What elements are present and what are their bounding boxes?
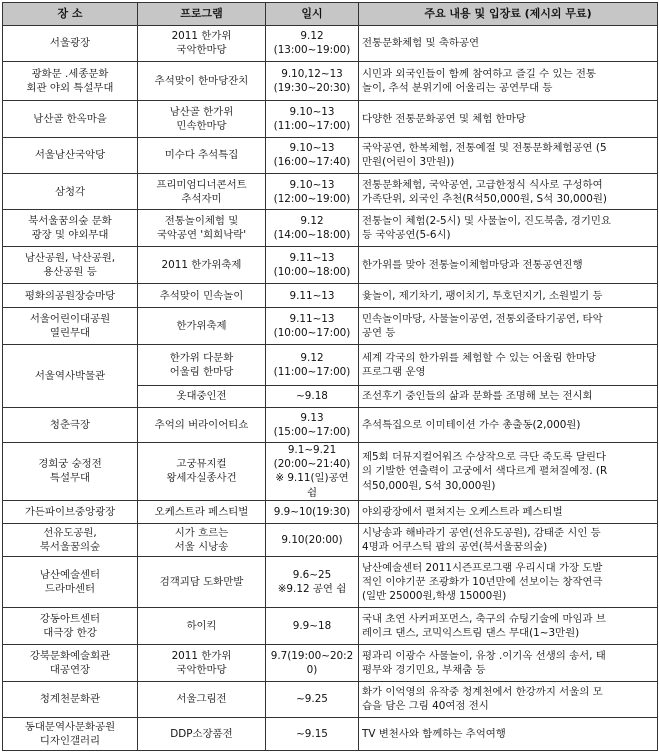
content-cell-line: 윷놀이, 제기차기, 팽이치기, 투호던지기, 소원빌기 등 bbox=[362, 289, 603, 302]
table-row bbox=[3, 557, 658, 608]
table-row bbox=[3, 408, 658, 443]
content-cell bbox=[359, 608, 658, 645]
table-row bbox=[3, 608, 658, 645]
program-cell bbox=[138, 385, 266, 407]
place-cell bbox=[3, 283, 138, 307]
time-cell bbox=[266, 557, 359, 608]
program-cell-line: 추석맞이 한마당잔치 bbox=[154, 75, 249, 88]
program-cell-line: 전통놀이체험 및 bbox=[164, 215, 239, 228]
time-cell bbox=[266, 442, 359, 500]
place-cell bbox=[3, 442, 138, 500]
program-cell-line: 왕세자실종사건 bbox=[166, 472, 237, 485]
table-row bbox=[3, 442, 658, 500]
time-cell-line: ~9.25 bbox=[296, 693, 328, 706]
table-row bbox=[3, 644, 658, 681]
content-cell bbox=[359, 344, 658, 385]
time-cell bbox=[266, 26, 359, 62]
time-cell bbox=[266, 308, 359, 345]
content-cell-line: 습을 담은 그림 40여점 전시 bbox=[362, 700, 489, 713]
content-cell bbox=[359, 210, 658, 247]
content-cell-line: 전통문화체험 및 축하공연 bbox=[362, 37, 480, 50]
content-cell-line: 공연 등 bbox=[362, 327, 396, 340]
place-cell bbox=[3, 173, 138, 210]
content-cell bbox=[359, 442, 658, 500]
time-cell bbox=[266, 501, 359, 523]
place-cell bbox=[3, 138, 138, 174]
program-cell-line: 국악한마당 bbox=[176, 44, 227, 57]
program-cell-line: 민속한마당 bbox=[176, 120, 227, 133]
program-cell-line: DDP소장품전 bbox=[170, 728, 233, 741]
program-cell-line: 오케스트라 페스티벌 bbox=[154, 505, 249, 518]
place-cell bbox=[3, 718, 138, 751]
content-cell-line: 다양한 전통문화공연 및 체험 한마당 bbox=[362, 113, 526, 126]
program-cell-line: 하이킥 bbox=[186, 619, 217, 632]
place-cell-line: 북서울꿈의숲 bbox=[39, 540, 101, 553]
place-cell-line: 강동아트센터 bbox=[39, 612, 101, 625]
festival-table bbox=[2, 2, 658, 751]
place-cell bbox=[3, 308, 138, 345]
content-cell-line: 전통놀이 체험(2-5시) 및 사물놀이, 진도북춤, 경기민요 bbox=[362, 215, 611, 228]
time-cell-line: (19:30~20:30) bbox=[273, 82, 351, 95]
content-cell-line: 등 국악공연(5-6시) bbox=[362, 229, 451, 242]
content-cell bbox=[359, 61, 658, 101]
time-cell bbox=[266, 718, 359, 751]
place-cell bbox=[3, 26, 138, 62]
program-cell bbox=[138, 26, 266, 62]
program-cell bbox=[138, 718, 266, 751]
content-cell-line: 레이크 댄스, 코믹익스트림 댄스 무대(1~3만원) bbox=[362, 627, 580, 639]
table-row bbox=[3, 101, 658, 138]
time-cell-line: 9.13 bbox=[300, 411, 324, 424]
table-row bbox=[3, 681, 658, 718]
time-cell-line: 9.1~9.21 bbox=[287, 444, 337, 457]
content-cell-line: 적인 이야기꾼 조광화가 10년만에 선보이는 창작연극 bbox=[362, 576, 603, 589]
table-row bbox=[3, 501, 658, 523]
program-cell bbox=[138, 608, 266, 645]
program-cell bbox=[138, 61, 266, 101]
time-cell-line: 9.10(20:00) bbox=[281, 533, 343, 546]
time-cell-line: (15:00~17:00) bbox=[273, 426, 351, 438]
time-cell-line: (13:00~19:00) bbox=[273, 44, 351, 57]
place-cell bbox=[3, 608, 138, 645]
table-row bbox=[3, 138, 658, 174]
table-row bbox=[3, 718, 658, 751]
content-cell-line: 남산예술센터 2011시즌프로그램 우리시대 가장 도발 bbox=[362, 562, 603, 575]
content-cell bbox=[359, 557, 658, 608]
place-cell-line: 남산골 한옥마을 bbox=[33, 113, 107, 126]
program-cell-line: 2011 한가위 bbox=[171, 30, 232, 43]
program-cell-line: 2011 한가위축제 bbox=[161, 258, 242, 271]
time-cell-line: ~9.18 bbox=[296, 390, 328, 403]
content-cell bbox=[359, 523, 658, 557]
time-cell-line: 9.6~25 bbox=[292, 569, 332, 582]
time-cell-line: 9.12 bbox=[300, 30, 324, 43]
place-cell-line: 광화문 .세종문화 bbox=[31, 68, 109, 80]
time-cell-line: (10:00~18:00) bbox=[273, 266, 351, 278]
table-row bbox=[3, 344, 658, 385]
place-cell-line: 삼청각 bbox=[54, 185, 86, 198]
program-cell-line: 추억의 버라이어티쇼 bbox=[154, 418, 249, 431]
content-cell bbox=[359, 283, 658, 307]
time-cell bbox=[266, 523, 359, 557]
header-place: 장 소 bbox=[3, 3, 138, 26]
content-cell-line: 국내 초연 사커퍼포먼스, 축구의 슈팅기술에 마임과 브 bbox=[362, 612, 606, 625]
place-cell bbox=[3, 247, 138, 284]
time-cell-line: 9.12 bbox=[300, 351, 324, 364]
content-cell-line: 세계 각국의 한가위를 체험할 수 있는 어울림 한마당 bbox=[362, 351, 596, 364]
content-cell-line: 국악공연, 한복체험, 전통예절 및 전통문화체험공연 (5 bbox=[362, 142, 607, 155]
content-cell bbox=[359, 247, 658, 284]
place-cell bbox=[3, 61, 138, 101]
place-cell-line: 특설무대 bbox=[49, 472, 91, 485]
time-cell bbox=[266, 344, 359, 385]
place-cell-line: 드라마센터 bbox=[44, 583, 96, 596]
content-cell bbox=[359, 173, 658, 210]
content-cell-line: 화가 이억영의 유작중 청계천에서 한강까지 서울의 모 bbox=[362, 686, 603, 699]
time-cell bbox=[266, 283, 359, 307]
content-cell bbox=[359, 681, 658, 718]
place-cell-line: 광장 및 야외무대 bbox=[31, 229, 109, 242]
place-cell bbox=[3, 344, 138, 407]
time-cell-line: 9.12 bbox=[300, 215, 324, 228]
place-cell-line: 남산공원, 낙산공원, bbox=[24, 251, 116, 264]
program-cell-line: 미수다 추석특집 bbox=[164, 149, 239, 162]
program-cell-line: 어울림 한마당 bbox=[169, 365, 234, 378]
time-cell-line: (20:00~21:40) bbox=[273, 458, 351, 471]
table-body bbox=[3, 26, 658, 751]
place-cell-line: 평화의공원장승마당 bbox=[24, 289, 116, 302]
time-cell-line: 9.11~13 bbox=[289, 289, 335, 302]
time-cell-line: 9.9~10(19:30) bbox=[273, 505, 351, 518]
program-cell bbox=[138, 557, 266, 608]
program-cell bbox=[138, 308, 266, 345]
program-cell bbox=[138, 210, 266, 247]
place-cell-line: 디자인갤러리 bbox=[39, 735, 101, 748]
content-cell-line: 민속놀이마당, 사물놀이공연, 전통외줄타기공연, 타악 bbox=[362, 313, 603, 326]
time-cell bbox=[266, 210, 359, 247]
content-cell-line: 가족단위, 외국인 추천(R석50,000원, S석 30,000원) bbox=[362, 192, 607, 205]
time-cell-line: 9.10~13 bbox=[289, 106, 335, 119]
program-cell-line: 고궁뮤지컬 bbox=[176, 458, 227, 471]
time-cell-line: 9.9~18 bbox=[292, 619, 332, 632]
program-cell-line: 2011 한가위 bbox=[171, 649, 232, 662]
content-cell-line: 추석특집으로 이미테이션 가수 총출동(2,000원) bbox=[362, 418, 581, 431]
table-row bbox=[3, 210, 658, 247]
time-cell-line: (12:00~19:00) bbox=[273, 192, 351, 205]
place-cell-line: 서울역사박물관 bbox=[34, 370, 106, 383]
place-cell-line: 대극장 한강 bbox=[43, 627, 97, 639]
content-cell-line: TV 변천사와 함께하는 추억여행 bbox=[362, 728, 506, 741]
content-cell-line: 제5회 더뮤지컬어워즈 수상작으로 극단 죽도록 달린다 bbox=[362, 451, 606, 464]
program-cell-line: 프리미엄디너콘서트 bbox=[156, 178, 247, 191]
content-cell-line: 의 기발한 연출력이 고궁에서 색다르게 펼쳐질예정. (R bbox=[362, 465, 608, 478]
program-cell bbox=[138, 681, 266, 718]
place-cell bbox=[3, 644, 138, 681]
content-cell-line: 만원(어린이 3만원)) bbox=[362, 156, 455, 169]
place-cell-line: 경희궁 숭정전 bbox=[38, 458, 102, 471]
time-cell-line: 9.10~13 bbox=[289, 142, 335, 155]
content-cell bbox=[359, 385, 658, 407]
program-cell bbox=[138, 247, 266, 284]
time-cell bbox=[266, 101, 359, 138]
program-cell bbox=[138, 283, 266, 307]
place-cell bbox=[3, 210, 138, 247]
program-cell bbox=[138, 173, 266, 210]
content-cell-line: 시민과 외국인들이 함께 참여하고 즐길 수 있는 전통 bbox=[362, 68, 596, 80]
table-row bbox=[3, 26, 658, 62]
content-cell bbox=[359, 408, 658, 443]
time-cell-line: 9.11~13 bbox=[289, 251, 335, 264]
place-cell-line: 청계천문화관 bbox=[39, 693, 101, 706]
program-cell bbox=[138, 138, 266, 174]
program-cell-line: 서울 시낭송 bbox=[174, 540, 229, 553]
program-cell bbox=[138, 523, 266, 557]
content-cell bbox=[359, 138, 658, 174]
time-cell-line: (11:00~17:00) bbox=[273, 365, 351, 378]
place-cell-line: 대공연장 bbox=[49, 663, 91, 676]
program-cell bbox=[138, 101, 266, 138]
program-cell bbox=[138, 344, 266, 385]
time-cell-line: ※9.12 공연 쉼 bbox=[277, 583, 347, 596]
place-cell bbox=[3, 557, 138, 608]
content-cell-line: 한가위를 맞아 전통놀이체험마당과 전통공연진행 bbox=[362, 258, 583, 271]
time-cell-line: (10:00~17:00) bbox=[273, 327, 351, 340]
content-cell bbox=[359, 101, 658, 138]
time-cell bbox=[266, 608, 359, 645]
time-cell bbox=[266, 173, 359, 210]
time-cell-line: (16:00~17:40) bbox=[273, 156, 351, 169]
program-cell-line: 한가위축제 bbox=[176, 320, 227, 333]
program-cell-line: 검객괴담 도화만발 bbox=[159, 576, 244, 589]
time-cell-line: 9.10~13 bbox=[289, 178, 335, 191]
time-cell-line: (11:00~17:00) bbox=[273, 120, 351, 133]
program-cell bbox=[138, 644, 266, 681]
time-cell-line: 9.7(19:00~20:20) bbox=[270, 649, 354, 676]
table-row bbox=[3, 247, 658, 284]
place-cell-line: 선유도공원, bbox=[43, 526, 97, 539]
content-cell-line: 전통문화체험, 국악공연, 고급한정식 식사로 구성하여 bbox=[362, 178, 603, 191]
time-cell bbox=[266, 644, 359, 681]
content-cell-line: 놀이, 추석 분위기에 어울리는 공연무대 등 bbox=[362, 82, 553, 95]
program-cell-line: 국악공연 '희희낙락' bbox=[156, 229, 247, 242]
place-cell-line: 서울남산국악당 bbox=[34, 149, 106, 162]
content-cell bbox=[359, 26, 658, 62]
program-cell-line: 한가위 다문화 bbox=[169, 351, 234, 364]
program-cell-line: 옷대중인전 bbox=[176, 390, 227, 403]
content-cell-line: 석50,000원, S석 30,000원) bbox=[362, 479, 496, 492]
place-cell-line: 남산예술센터 bbox=[39, 569, 101, 582]
place-cell bbox=[3, 408, 138, 443]
time-cell bbox=[266, 138, 359, 174]
table-row bbox=[3, 523, 658, 557]
header-content: 주요 내용 및 입장료 (제시외 무료) bbox=[359, 3, 658, 26]
time-cell bbox=[266, 61, 359, 101]
content-cell bbox=[359, 308, 658, 345]
content-cell bbox=[359, 718, 658, 751]
content-cell-line: 야외광장에서 펼쳐지는 오케스트라 페스티벌 bbox=[362, 505, 563, 518]
place-cell bbox=[3, 523, 138, 557]
place-cell-line: 청춘극장 bbox=[49, 418, 91, 431]
table-row bbox=[3, 283, 658, 307]
program-cell-line: 추석맞이 민속놀이 bbox=[159, 289, 244, 302]
content-cell-line: 평무와 경기민요, 부채춤 등 bbox=[362, 663, 486, 676]
place-cell-line: 회관 야외 특설무대 bbox=[26, 82, 114, 95]
content-cell-line: 평과리 이광수 사물놀이, 유창 .이기옥 선생의 송서, 태 bbox=[362, 649, 606, 662]
program-cell bbox=[138, 501, 266, 523]
program-cell-line: 남산골 한가위 bbox=[169, 106, 234, 119]
content-cell bbox=[359, 501, 658, 523]
time-cell bbox=[266, 408, 359, 443]
table-row bbox=[3, 173, 658, 210]
header-program: 프로그램 bbox=[138, 3, 266, 26]
content-cell-line: (일반 25000원,학생 15000원) bbox=[362, 590, 507, 603]
place-cell bbox=[3, 501, 138, 523]
program-cell-line: 국악한마당 bbox=[176, 663, 227, 676]
table-row bbox=[3, 61, 658, 101]
program-cell bbox=[138, 408, 266, 443]
place-cell-line: 가든파이브중앙광장 bbox=[24, 505, 116, 518]
place-cell-line: 용산공원 등 bbox=[43, 266, 97, 278]
place-cell-line: 북서울꿈의숲 문화 bbox=[28, 215, 112, 228]
time-cell-line: 9.10,12~13 bbox=[281, 68, 343, 80]
program-cell bbox=[138, 442, 266, 500]
content-cell bbox=[359, 644, 658, 681]
time-cell bbox=[266, 247, 359, 284]
place-cell-line: 열린무대 bbox=[49, 327, 91, 340]
content-cell-line: 조선후기 중인들의 삶과 문화를 조명해 보는 전시회 bbox=[362, 390, 593, 403]
time-cell bbox=[266, 385, 359, 407]
content-cell-line: 4명과 어쿠스틱 팝의 공연(북서울꿈의숲) bbox=[362, 540, 548, 553]
header-time: 일시 bbox=[266, 3, 359, 26]
table-row bbox=[3, 308, 658, 345]
place-cell-line: 서울어린이대공원 bbox=[29, 313, 111, 326]
program-cell-line: 추석자미 bbox=[181, 192, 222, 205]
header-row bbox=[3, 3, 658, 26]
time-cell-line: (14:00~18:00) bbox=[273, 229, 351, 242]
program-cell-line: 시가 흐르는 bbox=[174, 526, 229, 539]
place-cell-line: 서울광장 bbox=[49, 37, 91, 50]
time-cell-line: ※ 9.11(일)공연 쉼 bbox=[275, 472, 349, 499]
place-cell-line: 동대문역사문화공원 bbox=[24, 721, 116, 734]
place-cell bbox=[3, 681, 138, 718]
time-cell-line: ~9.15 bbox=[296, 728, 328, 741]
time-cell bbox=[266, 681, 359, 718]
place-cell-line: 강북문화예술회관 bbox=[29, 649, 111, 662]
place-cell bbox=[3, 101, 138, 138]
content-cell-line: 시낭송과 해바라기 공연(선유도공원), 감태준 시인 등 bbox=[362, 526, 601, 539]
program-cell-line: 서울그림전 bbox=[176, 693, 227, 706]
content-cell-line: 프로그램 운영 bbox=[362, 365, 426, 378]
time-cell-line: 9.11~13 bbox=[289, 313, 335, 326]
